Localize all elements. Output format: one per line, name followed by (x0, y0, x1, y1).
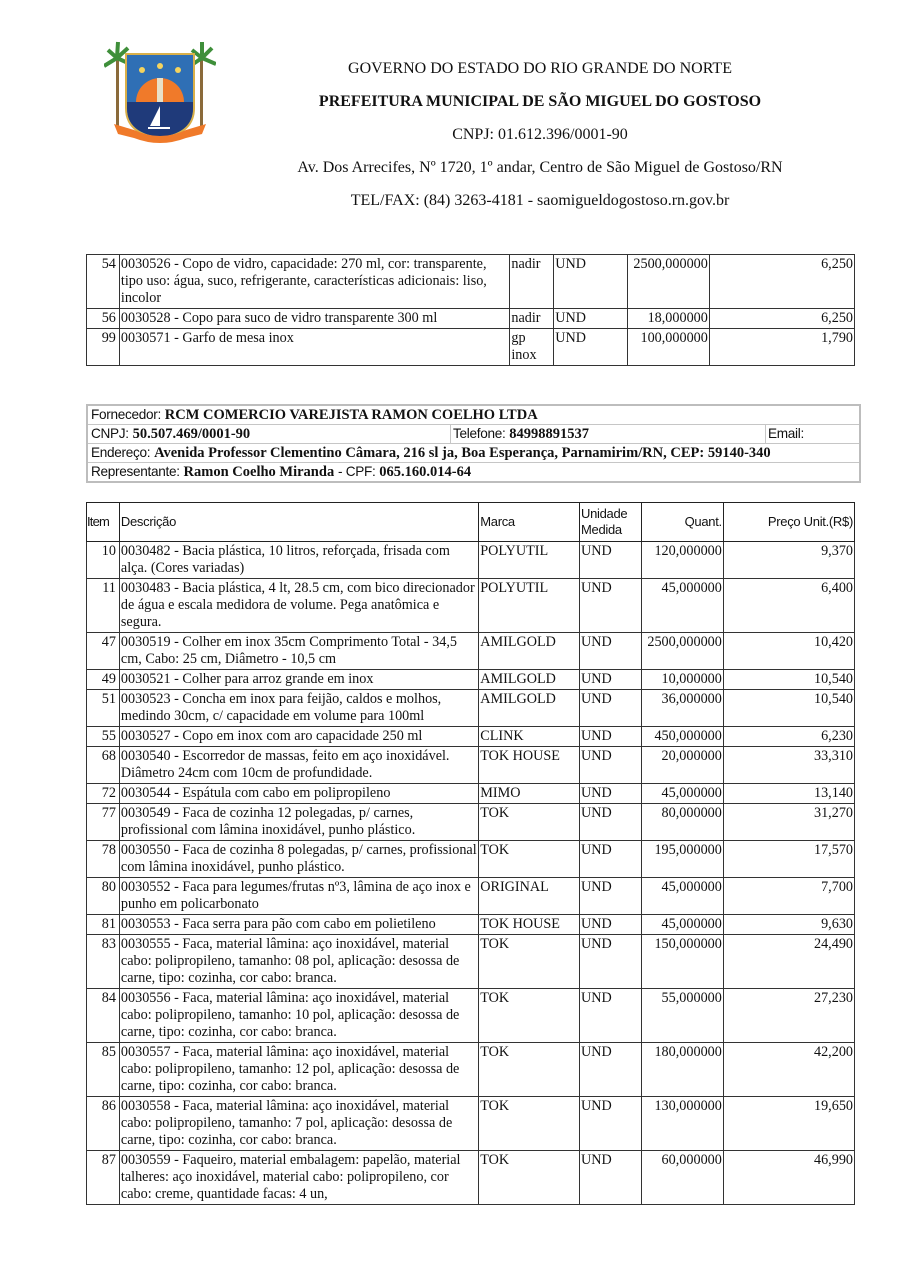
item-quantity: 2500,000000 (627, 255, 709, 309)
item-quantity: 150,000000 (641, 935, 723, 989)
item-description: 0030519 - Colher em inox 35cm Comprimento Total - 34,5 cm, Cabo: 25 cm, Diâmetro - 10,5 cm (119, 633, 478, 670)
item-unit-price: 6,250 (709, 309, 854, 329)
document-header (230, 52, 850, 217)
item-unit: UND (554, 329, 628, 366)
item-quantity: 130,000000 (641, 1097, 723, 1151)
items-table-header (87, 503, 855, 542)
table-row (87, 915, 855, 935)
item-number: 49 (87, 670, 120, 690)
item-unit-price: 42,200 (723, 1043, 854, 1097)
table-row (87, 670, 855, 690)
supplier-name-label: Fornecedor: (91, 407, 161, 422)
table-row (87, 747, 855, 784)
item-quantity: 120,000000 (641, 542, 723, 579)
item-unit: UND (580, 935, 642, 989)
item-number: 72 (87, 784, 120, 804)
item-brand: gp inox (510, 329, 554, 366)
item-brand: TOK (479, 804, 580, 841)
item-unit: UND (580, 579, 642, 633)
item-unit-price: 33,310 (723, 747, 854, 784)
item-quantity: 450,000000 (641, 727, 723, 747)
table-row (87, 329, 855, 366)
supplier-representative-row (88, 462, 859, 481)
item-unit: UND (580, 1097, 642, 1151)
item-unit-price: 9,370 (723, 542, 854, 579)
item-description: 0030526 - Copo de vidro, capacidade: 270 ml, cor: transparente, tipo uso: água, suco, refrigerante, características adicionais: liso, incolor (119, 255, 509, 309)
item-unit-price: 24,490 (723, 935, 854, 989)
item-number: 87 (87, 1151, 120, 1205)
previous-items-table (86, 254, 855, 366)
item-brand: TOK (479, 1151, 580, 1205)
header-prefeitura: PREFEITURA MUNICIPAL DE SÃO MIGUEL DO GOSTOSO (318, 93, 762, 110)
item-unit-price: 10,420 (723, 633, 854, 670)
item-unit: UND (580, 690, 642, 727)
table-row (87, 989, 855, 1043)
item-description: 0030559 - Faqueiro, material embalagem: papelão, material talheres: aço inoxidável, material cabo: polipropileno, cor cabo: creme, quantidade facas: 4 un, (119, 1151, 478, 1205)
item-brand: TOK (479, 989, 580, 1043)
item-unit: UND (580, 670, 642, 690)
item-description: 0030558 - Faca, material lâmina: aço inoxidável, material cabo: polipropileno, tamanho: 7 pol, aplicação: desossa de carne, tipo: cozinha, cor cabo: branca. (119, 1097, 478, 1151)
item-number: 99 (87, 329, 120, 366)
table-row (87, 727, 855, 747)
item-quantity: 45,000000 (641, 784, 723, 804)
item-unit-price: 31,270 (723, 804, 854, 841)
item-brand: nadir (510, 255, 554, 309)
item-number: 77 (87, 804, 120, 841)
item-unit: UND (580, 784, 642, 804)
item-number: 80 (87, 878, 120, 915)
table-row (87, 804, 855, 841)
table-row (87, 309, 855, 329)
supplier-address-label: Endereço: (91, 445, 151, 460)
item-description: 0030556 - Faca, material lâmina: aço inoxidável, material cabo: polipropileno, tamanho: 10 pol, aplicação: desossa de carne, tipo: cozinha, cor cabo: branca. (119, 989, 478, 1043)
item-number: 56 (87, 309, 120, 329)
item-number: 86 (87, 1097, 120, 1151)
table-row (87, 841, 855, 878)
header-contact: TEL/FAX: (84) 3263-4181 - saomigueldogostoso.rn.gov.br (350, 192, 730, 209)
header-address: Av. Dos Arrecifes, Nº 1720, 1º andar, Centro de São Miguel de Gostoso/RN (297, 159, 783, 176)
item-unit: UND (580, 1043, 642, 1097)
item-brand: TOK HOUSE (479, 915, 580, 935)
item-unit-price: 10,540 (723, 670, 854, 690)
item-unit-price: 19,650 (723, 1097, 854, 1151)
supplier-cpf-label: - CPF: (337, 464, 376, 479)
item-unit: UND (580, 989, 642, 1043)
table-row (87, 1151, 855, 1205)
item-number: 78 (87, 841, 120, 878)
item-quantity: 180,000000 (641, 1043, 723, 1097)
municipal-coat-of-arms-icon (104, 38, 216, 146)
item-number: 11 (87, 579, 120, 633)
item-unit-price: 6,250 (709, 255, 854, 309)
supplier-address-row (88, 443, 859, 462)
item-number: 51 (87, 690, 120, 727)
item-number: 55 (87, 727, 120, 747)
item-description: 0030552 - Faca para legumes/frutas nº3, lâmina de aço inox e punho em policarbonato (119, 878, 478, 915)
header-item: Item (87, 503, 120, 542)
item-unit: UND (580, 1151, 642, 1205)
header-marca: Marca (479, 503, 580, 542)
item-quantity: 45,000000 (641, 579, 723, 633)
item-unit: UND (580, 542, 642, 579)
item-quantity: 55,000000 (641, 989, 723, 1043)
item-quantity: 20,000000 (641, 747, 723, 784)
item-unit-price: 6,400 (723, 579, 854, 633)
supplier-cpf: 065.160.014-64 (379, 464, 472, 480)
table-row (87, 1097, 855, 1151)
item-brand: POLYUTIL (479, 542, 580, 579)
header-preco: Preço Unit.(R$) (723, 503, 854, 542)
supplier-representative: Ramon Coelho Miranda (183, 464, 335, 480)
table-row (87, 690, 855, 727)
items-table (86, 502, 855, 1205)
supplier-representative-label: Representante: (91, 464, 180, 479)
header-unidade: Unidade Medida (580, 503, 642, 542)
item-description: 0030521 - Colher para arroz grande em inox (119, 670, 478, 690)
item-number: 47 (87, 633, 120, 670)
item-unit: UND (580, 747, 642, 784)
item-number: 84 (87, 989, 120, 1043)
header-government: GOVERNO DO ESTADO DO RIO GRANDE DO NORTE (348, 60, 732, 77)
item-number: 85 (87, 1043, 120, 1097)
table-row (87, 935, 855, 989)
item-description: 0030553 - Faca serra para pão com cabo em polietileno (119, 915, 478, 935)
item-quantity: 80,000000 (641, 804, 723, 841)
item-description: 0030557 - Faca, material lâmina: aço inoxidável, material cabo: polipropileno, tamanho: 12 pol, aplicação: desossa de carne, tipo: cozinha, cor cabo: branca. (119, 1043, 478, 1097)
item-quantity: 60,000000 (641, 1151, 723, 1205)
supplier-cnpj-label: CNPJ: (91, 426, 129, 441)
item-description: 0030544 - Espátula com cabo em polipropileno (119, 784, 478, 804)
item-brand: TOK HOUSE (479, 747, 580, 784)
item-quantity: 10,000000 (641, 670, 723, 690)
item-unit-price: 17,570 (723, 841, 854, 878)
item-unit: UND (580, 727, 642, 747)
item-brand: MIMO (479, 784, 580, 804)
item-quantity: 18,000000 (627, 309, 709, 329)
item-description: 0030571 - Garfo de mesa inox (119, 329, 509, 366)
supplier-name-row (88, 406, 859, 424)
table-row (87, 633, 855, 670)
header-quant: Quant. (641, 503, 723, 542)
item-unit: UND (554, 309, 628, 329)
item-unit-price: 7,700 (723, 878, 854, 915)
item-unit-price: 10,540 (723, 690, 854, 727)
item-description: 0030540 - Escorredor de massas, feito em aço inoxidável. Diâmetro 24cm com 10cm de profundidade. (119, 747, 478, 784)
item-unit-price: 27,230 (723, 989, 854, 1043)
item-brand: CLINK (479, 727, 580, 747)
item-description: 0030528 - Copo para suco de vidro transparente 300 ml (119, 309, 509, 329)
item-description: 0030483 - Bacia plástica, 4 lt, 28.5 cm, com bico direcionador de água e escala medidora de volume. Pega anatômica e segura. (119, 579, 478, 633)
header-descricao: Descrição (119, 503, 478, 542)
item-quantity: 45,000000 (641, 915, 723, 935)
header-cnpj: CNPJ: 01.612.396/0001-90 (452, 126, 628, 143)
item-quantity: 45,000000 (641, 878, 723, 915)
item-unit-price: 46,990 (723, 1151, 854, 1205)
item-description: 0030523 - Concha em inox para feijão, caldos e molhos, medindo 30cm, c/ capacidade em volume para 100ml (119, 690, 478, 727)
item-brand: TOK (479, 1097, 580, 1151)
table-row (87, 542, 855, 579)
supplier-phone: 84998891537 (509, 426, 590, 442)
item-unit: UND (580, 841, 642, 878)
item-brand: TOK (479, 1043, 580, 1097)
supplier-info (86, 404, 861, 483)
item-quantity: 195,000000 (641, 841, 723, 878)
item-brand: AMILGOLD (479, 690, 580, 727)
item-unit-price: 1,790 (709, 329, 854, 366)
item-quantity: 2500,000000 (641, 633, 723, 670)
item-brand: AMILGOLD (479, 633, 580, 670)
item-number: 10 (87, 542, 120, 579)
item-quantity: 36,000000 (641, 690, 723, 727)
item-quantity: 100,000000 (627, 329, 709, 366)
item-unit-price: 13,140 (723, 784, 854, 804)
item-description: 0030550 - Faca de cozinha 8 polegadas, p/ carnes, profissional com lâmina inoxidável, punho plástico. (119, 841, 478, 878)
table-row (87, 1043, 855, 1097)
item-number: 83 (87, 935, 120, 989)
item-brand: nadir (510, 309, 554, 329)
table-row (87, 784, 855, 804)
item-number: 54 (87, 255, 120, 309)
item-brand: TOK (479, 841, 580, 878)
item-unit: UND (580, 633, 642, 670)
item-description: 0030527 - Copo em inox com aro capacidade 250 ml (119, 727, 478, 747)
supplier-cnpj: 50.507.469/0001-90 (132, 426, 251, 442)
item-number: 68 (87, 747, 120, 784)
item-unit: UND (580, 878, 642, 915)
supplier-name: RCM COMERCIO VAREJISTA RAMON COELHO LTDA (164, 407, 538, 423)
item-brand: TOK (479, 935, 580, 989)
supplier-address: Avenida Professor Clementino Câmara, 216 sl ja, Boa Esperança, Parnamirim/RN, CEP: 59140-340 (154, 445, 771, 461)
table-row (87, 878, 855, 915)
supplier-phone-label: Telefone: (453, 426, 506, 441)
item-unit-price: 6,230 (723, 727, 854, 747)
item-brand: ORIGINAL (479, 878, 580, 915)
supplier-contact-row (88, 424, 859, 443)
item-brand: POLYUTIL (479, 579, 580, 633)
item-brand: AMILGOLD (479, 670, 580, 690)
item-description: 0030555 - Faca, material lâmina: aço inoxidável, material cabo: polipropileno, tamanho: 08 pol, aplicação: desossa de carne, tipo: cozinha, cor cabo: branca. (119, 935, 478, 989)
table-row (87, 255, 855, 309)
item-unit: UND (580, 915, 642, 935)
item-description: 0030549 - Faca de cozinha 12 polegadas, p/ carnes, profissional com lâmina inoxidável, punho plástico. (119, 804, 478, 841)
item-description: 0030482 - Bacia plástica, 10 litros, reforçada, frisada com alça. (Cores variadas) (119, 542, 478, 579)
item-unit: UND (580, 804, 642, 841)
item-number: 81 (87, 915, 120, 935)
item-unit: UND (554, 255, 628, 309)
supplier-email-label: Email: (768, 426, 804, 441)
item-unit-price: 9,630 (723, 915, 854, 935)
table-row (87, 579, 855, 633)
